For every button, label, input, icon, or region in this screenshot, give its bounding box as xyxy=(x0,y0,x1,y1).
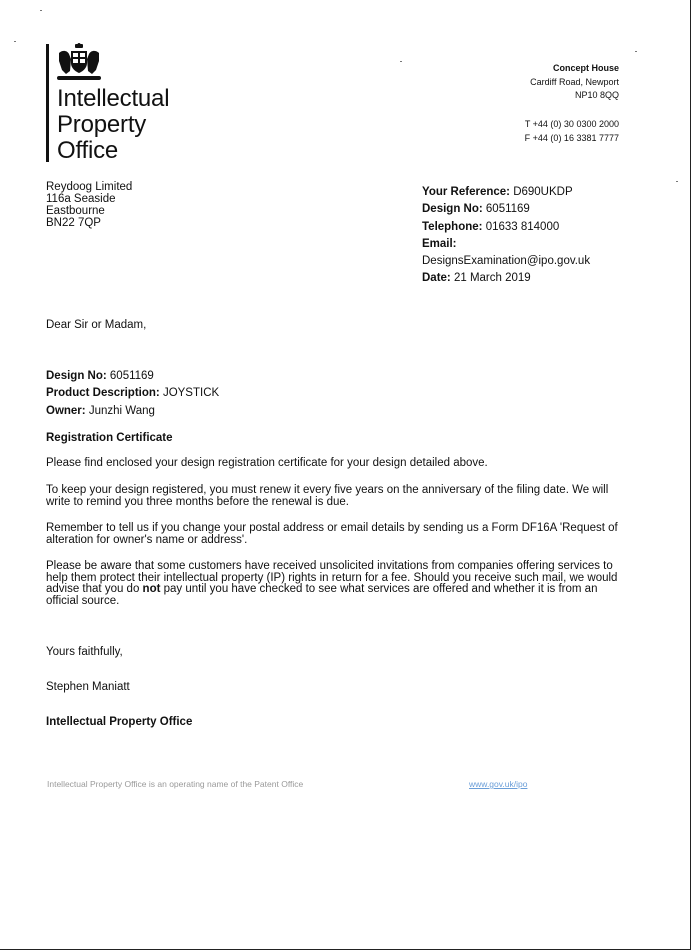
signer-name: Stephen Maniatt xyxy=(46,681,130,693)
address-building: Concept House xyxy=(552,63,619,73)
email-row xyxy=(422,236,590,253)
product-description-line xyxy=(46,385,626,402)
address-postcode: NP10 8QQ xyxy=(574,90,619,100)
reference-block xyxy=(422,184,590,288)
paragraph-4-start: Please be aware that some customers have received unsolicited invitations from companies offering services to help them protect their intellectual property (IP) rights in return for a fee. Should you receive such mail, we would advise that you do xyxy=(46,560,618,595)
paragraph-renewal: To keep your design registered, you must renew it every five years on the anniversary of the filing date. We will write to remind you three months before the renewal is due. xyxy=(46,484,609,508)
logo-divider-bar xyxy=(46,44,49,162)
organisation-name-line: Property xyxy=(57,111,147,138)
paragraph-enclosed-certificate: Please find enclosed your design registration certificate for your design detailed above. xyxy=(46,457,488,469)
design-no-value: 6051169 xyxy=(485,203,530,216)
scan-speck xyxy=(676,181,678,182)
letter-design-no-value: 6051169 xyxy=(109,370,154,382)
footer-website-link[interactable]: www.gov.uk/ipo xyxy=(469,779,528,789)
salutation: Dear Sir or Madam, xyxy=(46,319,147,331)
office-contact-numbers xyxy=(525,118,619,145)
product-description-value: JOYSTICK xyxy=(162,387,220,400)
paragraph-4-end: pay until you have checked to see what services are offered and whether it is from an official source. xyxy=(46,583,598,607)
recipient-line: Reydoog Limited xyxy=(46,181,133,193)
royal-coat-of-arms-icon xyxy=(55,43,103,83)
signoff-organisation: Intellectual Property Office xyxy=(46,716,193,728)
paragraph-change-details: Remember to tell us if you change your postal address or email details by sending us a Form DF16A 'Request of alteration for owner's name or address'. xyxy=(46,522,618,546)
paragraph-4-emphasis: not xyxy=(142,583,161,595)
date-row xyxy=(422,270,590,287)
scan-speck xyxy=(40,10,42,11)
paragraph-unsolicited-invitations xyxy=(46,561,626,607)
owner-label: Owner: xyxy=(46,404,86,417)
telephone-value: 01633 814000 xyxy=(485,220,560,233)
closing: Yours faithfully, xyxy=(46,646,123,658)
design-no-line xyxy=(46,368,626,385)
office-address xyxy=(530,62,619,103)
your-reference-row xyxy=(422,184,590,201)
organisation-name xyxy=(57,86,169,164)
email-label: Email: xyxy=(422,237,457,250)
recipient-line: BN22 7QP xyxy=(46,217,101,229)
office-fax: F +44 (0) 16 3381 7777 xyxy=(524,132,619,143)
footer-note: Intellectual Property Office is an operating name of the Patent Office xyxy=(47,779,304,789)
owner-value: Junzhi Wang xyxy=(88,404,155,417)
address-street: Cardiff Road, Newport xyxy=(530,76,619,87)
organisation-name-line: Intellectual xyxy=(57,85,170,112)
section-heading: Registration Certificate xyxy=(46,432,173,444)
recipient-line: Eastbourne xyxy=(46,205,105,217)
date-value: 21 March 2019 xyxy=(453,272,531,285)
design-no-label: Design No: xyxy=(422,203,483,216)
email-value[interactable]: DesignsExamination@ipo.gov.uk xyxy=(422,255,591,268)
owner-line xyxy=(46,403,626,420)
letter-design-no-label: Design No: xyxy=(46,370,107,382)
date-label: Date: xyxy=(422,272,451,285)
your-reference-label: Your Reference: xyxy=(422,186,510,198)
scan-speck xyxy=(400,61,402,62)
organisation-name-line: Office xyxy=(57,137,119,164)
your-reference-value: D690UKDP xyxy=(513,186,573,198)
design-no-row xyxy=(422,201,590,218)
scan-speck xyxy=(635,51,637,52)
scan-speck xyxy=(14,41,16,42)
telephone-row xyxy=(422,219,590,236)
product-description-label: Product Description: xyxy=(46,387,160,400)
recipient-line: 116a Seaside xyxy=(46,193,116,205)
design-details xyxy=(46,368,626,420)
telephone-label: Telephone: xyxy=(422,220,483,233)
recipient-address xyxy=(46,181,132,229)
office-telephone: T +44 (0) 30 0300 2000 xyxy=(524,119,619,129)
